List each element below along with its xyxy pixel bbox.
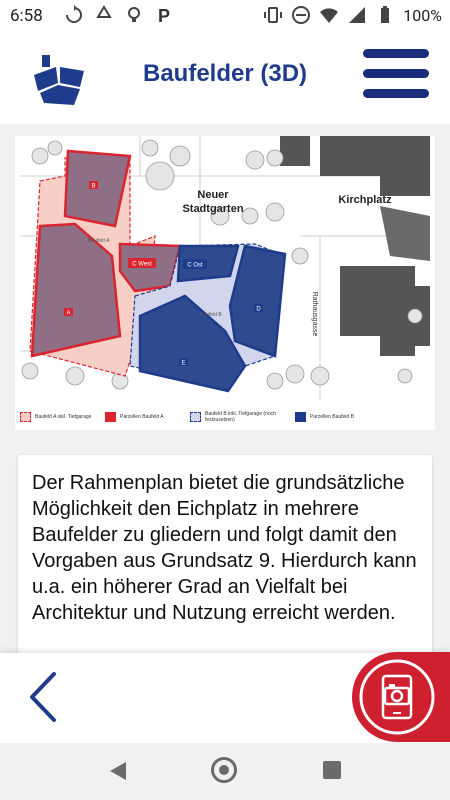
legend-swatch — [295, 412, 306, 422]
notification-icons — [64, 5, 174, 25]
lightbulb-icon — [124, 5, 144, 25]
label-parcel-e: E — [181, 360, 186, 367]
legend-label: Baufeld A inkl. Tiefgarage — [35, 414, 92, 420]
camera-phone-icon[interactable] — [342, 652, 450, 742]
legend-label: Baufeld B inkl. Tiefgarage (noch festzusetzen) — [205, 411, 276, 423]
label-parcel-a: A — [66, 310, 71, 317]
label-parcel-b: B — [91, 183, 96, 190]
site-plan-image — [20, 136, 430, 400]
wifi-icon — [319, 5, 339, 25]
legend-item — [105, 412, 180, 422]
system-nav-bar — [0, 743, 450, 800]
label-neuer: Neuer — [197, 189, 229, 201]
hamburger-menu-icon[interactable] — [363, 49, 429, 99]
signal-icon — [347, 5, 367, 25]
description-text: Der Rahmenplan bietet die grundsätzliche Möglichkeit den Eichplatz in mehrere Baufelder zu gliedern und folgt damit den Vorgaben aus Grundsatz 9. Hierdurch kann u.a. ein höherer Grad an Vielfalt bei Architektur und Nutzung erreicht werden. — [32, 472, 417, 624]
label-kirchplatz: Kirchplatz — [338, 194, 392, 206]
nav-home-icon[interactable] — [211, 757, 237, 783]
label-stadtgarten: Stadtgarten — [182, 203, 244, 215]
label-c-west: C West — [132, 261, 152, 268]
legend-item — [295, 412, 370, 422]
status-time: 6:58 — [10, 6, 43, 26]
do-not-disturb-icon — [291, 5, 311, 25]
chevron-left-icon[interactable] — [26, 671, 60, 723]
label-rathausgasse: Rathausgasse — [311, 291, 318, 337]
label-c-ost: C Ost — [187, 262, 203, 269]
label-parcel-d: D — [256, 306, 261, 313]
sync-icon — [64, 5, 84, 25]
status-bar — [0, 0, 450, 32]
legend-item — [190, 411, 285, 423]
label-baufeld-b: Baufeld B — [200, 312, 222, 318]
legend-swatch — [190, 412, 201, 422]
description-card[interactable] — [18, 455, 432, 670]
legend-label: Parzellen Baufeld B — [310, 414, 354, 420]
site-plan-map — [15, 136, 435, 430]
battery-percent: 100% — [403, 5, 442, 25]
nav-recent-apps-icon[interactable] — [323, 761, 341, 779]
legend-label: Parzellen Baufeld A — [120, 414, 164, 420]
recycle-icon — [94, 5, 114, 25]
battery-icon — [375, 5, 395, 25]
legend-swatch — [105, 412, 116, 422]
nav-back-icon[interactable] — [108, 760, 128, 782]
svg-text:P: P — [158, 6, 171, 25]
app-header — [0, 32, 450, 124]
legend-item — [20, 412, 95, 422]
map-legend — [20, 408, 430, 426]
vibrate-icon — [263, 5, 283, 25]
parking-icon — [154, 5, 174, 25]
label-baufeld-a: Baufeld A — [88, 238, 110, 244]
page-title: Baufelder (3D) — [142, 60, 308, 87]
system-icons — [263, 5, 442, 25]
legend-swatch — [20, 412, 31, 422]
